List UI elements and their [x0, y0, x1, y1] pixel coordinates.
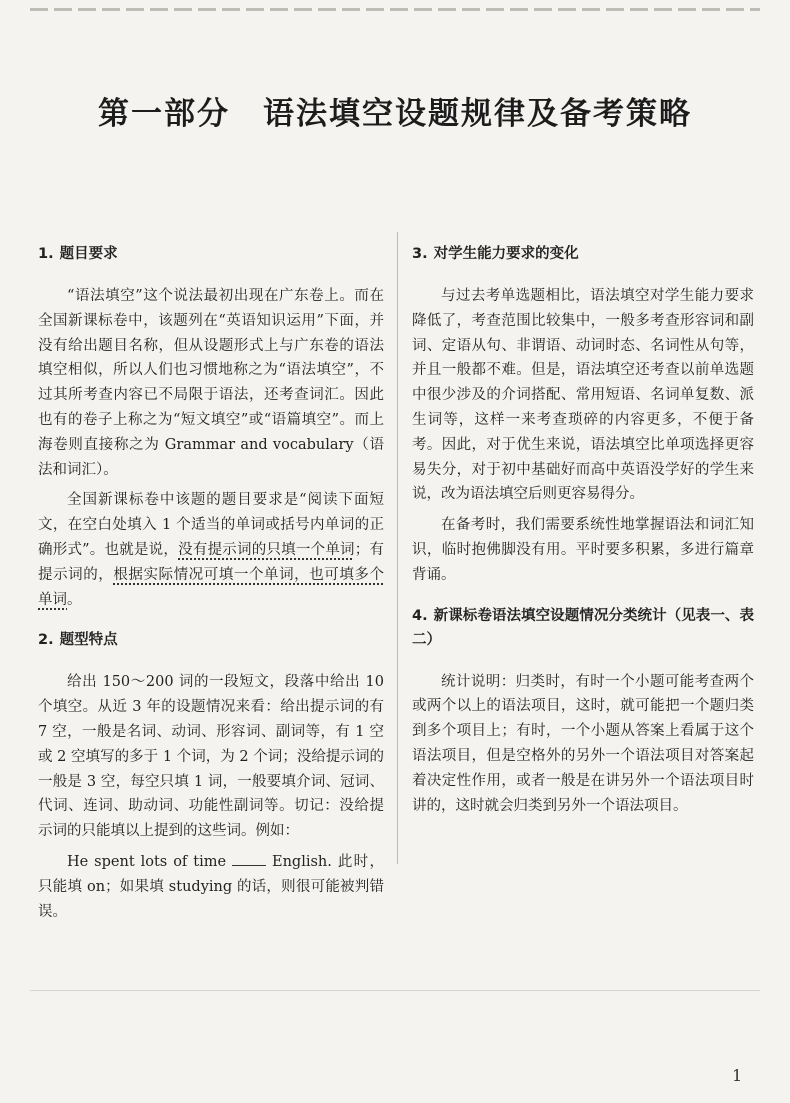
section-4-paragraph-1: 统计说明：归类时，有时一个小题可能考查两个或两个以上的语法项目，这时，就可能把一个题归类到多个项目上；有时，一个小题从答案上看属于这个语法项目，但是空格外的另外一个语法项目对答案起着决定性作用，或者一般是在讲另外一个语法项目时讲的，这时就会归类到另外一个语法项目。: [412, 673, 754, 814]
section-3-paragraph-2: 在备考时，我们需要系统性地掌握语法和词汇知识，临时抱佛脚没有用。平时要多积累，多进行篇章背诵。: [412, 517, 754, 583]
section-1-p2-end: 。: [67, 591, 82, 608]
section-2-title: 题型特点: [59, 632, 118, 649]
section-1-paragraph-1: “语法填空”这个说法最初出现在广东卷上。而在全国新课标卷中，该题列在“英语知识运用”下面，并没有给出题目名称，但从设题形式上与广东卷的语法填空相似，所以人们也习惯地称之为“语法填空”，不过其所考查内容已不局限于语法，还考查词汇。因此也有的卷子上称之为“短文填空”或“语篇填空”。而上海卷则直接称之为 Grammar and vocabulary（语法和词汇）。: [38, 288, 384, 478]
left-column: [38, 238, 384, 930]
example-sentence-start: He spent lots of time: [67, 853, 227, 870]
section-2-number: 2.: [38, 632, 54, 649]
section-3-number: 3.: [412, 246, 428, 262]
section-1-number: 1.: [38, 246, 54, 262]
right-column: [412, 238, 754, 824]
section-1-title: 题目要求: [59, 246, 118, 262]
bottom-faint-rule: [30, 990, 760, 991]
section-1-paragraph-2: [38, 488, 384, 612]
section-4-number: 4.: [412, 607, 428, 624]
example-sentence-end: English. 此时，只能填 on；如果填 studying 的话，则很可能被判错误。: [38, 853, 385, 920]
section-1-p2-mid: ；有提示词的，: [38, 541, 385, 583]
page-number: 1: [732, 1066, 743, 1085]
section-2-example: [38, 850, 384, 924]
section-4-heading: [412, 604, 754, 652]
section-4-title: 新课标卷语法填空设题情况分类统计（见表一、表二）: [412, 607, 754, 648]
section-3-title: 对学生能力要求的变化: [433, 246, 579, 262]
section-2-paragraph-1: 给出 150～200 词的一段短文，段落中给出 10 个填空。从近 3 年的设题情况来看：给出提示词的有 7 空，一般是名词、动词、形容词、副词等，有 1 空或 2 空填写的多于 1 个词，为 2 个词；没给提示词的一般是 3 空，每空只填 1 词，一般要填介词、冠词、代词、连词、助动词、功能性副词等。切记：没给提示词的只能填以上提到的这些词。例如：: [38, 674, 384, 840]
section-1-heading: [38, 242, 384, 266]
section-1-p2-text: 全国新课标卷中该题的题目要求是“阅读下面短文，在空白处填入 1 个适当的单词或括号内单词的正确形式”。也就是说，: [38, 492, 384, 558]
top-decorative-rule: [30, 8, 760, 11]
section-2-heading: [38, 628, 384, 652]
emphasis-dotted-2: 根据实际情况可填一个单词，也可填多个单词: [38, 566, 385, 608]
emphasis-dotted-1: 没有提示词的只填一个单词: [178, 541, 355, 558]
section-3-heading: [412, 242, 754, 266]
column-divider: [397, 232, 398, 864]
example-blank: [232, 851, 266, 866]
section-3-paragraph-1: 与过去考单选题相比，语法填空对学生能力要求降低了，考查范围比较集中，一般多考查形容词和副词、定语从句、非谓语、动词时态、名词性从句等，并且一般都不难。但是，语法填空还考查以前单选题中很少涉及的介词搭配、常用短语、名词单复数、派生词等，这样一来考查琐碎的内容更多，不便于备考。因此，对于优生来说，语法填空比单项选择更容易失分，对于初中基础好而高中英语没学好的学生来说，改为语法填空后则更容易得分。: [412, 288, 754, 503]
page-title: 第一部分 语法填空设题规律及备考策略: [98, 96, 692, 132]
